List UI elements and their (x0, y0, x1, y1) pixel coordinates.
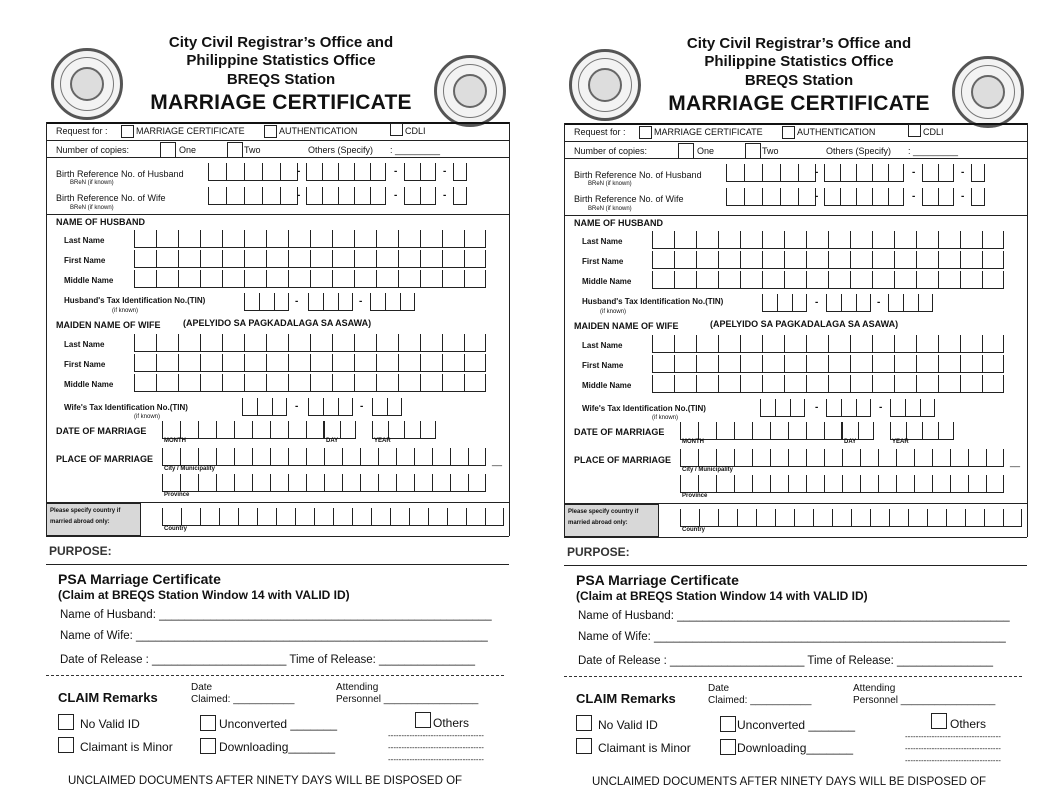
unconverted-checkbox[interactable] (720, 716, 736, 732)
wife-first-name-label: First Name (64, 360, 106, 369)
marriage-certificate-checkbox[interactable] (639, 126, 652, 139)
two-copies-label: Two (762, 146, 779, 156)
divider (46, 157, 509, 158)
date-claimed-label-1: Date (191, 682, 213, 693)
husband-heading: NAME OF HUSBAND (574, 218, 663, 228)
abroad-note-line-1: Please specify country if (50, 508, 121, 514)
city-municipality-label: City / Municipality (682, 467, 734, 473)
others-line-3[interactable]: ------------------------------------ (388, 755, 484, 764)
unconverted-checkbox[interactable] (200, 715, 216, 731)
bren-wife-boxes-4[interactable] (971, 188, 985, 206)
no-valid-id-checkbox[interactable] (58, 714, 74, 730)
stub-title: PSA Marriage Certificate (576, 572, 739, 588)
stub-husband-field[interactable]: Name of Husband: ____________________________________________________ (578, 610, 1010, 622)
two-copies-label: Two (244, 145, 261, 155)
wife-tin-sub: (if known) (134, 414, 161, 420)
separator-dash: - (815, 167, 819, 178)
divider (564, 215, 1027, 216)
husband-tin-boxes-2[interactable] (308, 293, 353, 311)
stub-husband-field[interactable]: Name of Husband: ____________________________________________________ (60, 609, 492, 621)
bren-wife-boxes[interactable] (208, 187, 301, 205)
others-copies-label: Others (Specify) (826, 146, 892, 156)
stub-title: PSA Marriage Certificate (58, 571, 221, 587)
others-copies-field[interactable]: : _________ (908, 146, 959, 156)
purpose-label: PURPOSE: (567, 545, 630, 559)
city-municipality-boxes[interactable] (162, 448, 486, 466)
abroad-note-line-2: married abroad only: (50, 519, 110, 525)
month-label: MONTH (164, 438, 186, 444)
cut-line (46, 675, 504, 676)
wife-tin-boxes-2[interactable] (308, 398, 353, 416)
separator-dash: - (879, 402, 883, 413)
others-remark-label: Others (433, 716, 470, 730)
separator-dash: - (443, 166, 447, 177)
date-claimed-label-1: Date (708, 683, 730, 694)
bren-husband-label: Birth Reference No. of Husband (56, 169, 184, 179)
date-of-marriage-label: DATE OF MARRIAGE (574, 427, 665, 437)
husband-tin-label: Husband's Tax Identification No.(TIN) (582, 297, 724, 306)
date-claimed-label-2[interactable]: Claimed: ___________ (708, 695, 812, 706)
form-title: MARRIAGE CERTIFICATE (150, 91, 412, 114)
right-border (509, 122, 510, 536)
divider (46, 564, 509, 565)
marriage-year-boxes[interactable] (890, 422, 954, 440)
claimant-minor-label: Claimant is Minor (80, 740, 173, 754)
husband-tin-boxes-3[interactable] (888, 294, 933, 312)
wife-last-name-boxes[interactable] (134, 334, 486, 352)
husband-middle-name-label: Middle Name (582, 277, 632, 286)
husband-tin-boxes-2[interactable] (826, 294, 871, 312)
bren-husband-boxes-4[interactable] (971, 164, 985, 182)
divider (564, 565, 1027, 566)
wife-last-name-label: Last Name (64, 340, 105, 349)
bren-husband-boxes-4[interactable] (453, 163, 467, 181)
date-claimed-label-2[interactable]: Claimed: ___________ (191, 694, 295, 705)
two-copies-checkbox[interactable] (745, 143, 761, 159)
form-title: MARRIAGE CERTIFICATE (668, 92, 930, 115)
separator-dash: - (297, 166, 301, 177)
request-label: Request for : (574, 127, 626, 137)
authentication-checkbox[interactable] (264, 125, 277, 138)
wife-last-name-label: Last Name (582, 341, 623, 350)
place-of-marriage-label: PLACE OF MARRIAGE (574, 455, 672, 465)
attending-label-1: Attending (853, 683, 896, 694)
downloading-label: Downloading_______ (737, 741, 854, 755)
one-copy-label: One (697, 146, 715, 156)
wife-tin-boxes[interactable] (242, 398, 287, 416)
unclaimed-notice: UNCLAIMED DOCUMENTS AFTER NINETY DAYS WILL BE DISPOSED OF (592, 776, 987, 788)
cdli-checkbox[interactable] (390, 123, 403, 136)
claim-remarks-title: CLAIM Remarks (58, 690, 158, 705)
header-line-2: Philippine Statistics Office (186, 52, 376, 69)
province-boxes[interactable] (680, 475, 1004, 493)
bren-wife-boxes[interactable] (726, 188, 819, 206)
bren-sub-label: BReN (if known) (588, 206, 632, 212)
left-border (564, 123, 565, 537)
attending-label-2[interactable]: Personnel _________________ (853, 695, 996, 706)
marriage-certificate-checkbox[interactable] (121, 125, 134, 138)
authentication-checkbox[interactable] (782, 126, 795, 139)
divider (564, 537, 1027, 538)
country-boxes[interactable] (680, 509, 1022, 527)
wife-tin-label: Wife's Tax Identification No.(TIN) (582, 404, 706, 413)
husband-first-name-label: First Name (64, 256, 106, 265)
separator-dash: - (815, 191, 819, 202)
separator-dash: - (961, 167, 965, 178)
attending-label-2[interactable]: Personnel _________________ (336, 694, 479, 705)
no-valid-id-label: No Valid ID (80, 717, 140, 731)
separator-dash: - (297, 190, 301, 201)
bren-wife-boxes-4[interactable] (453, 187, 467, 205)
separator-dash: - (295, 296, 299, 307)
bren-sub-label: BReN (if known) (70, 205, 114, 211)
husband-first-name-boxes[interactable] (652, 251, 1004, 269)
authentication-option: AUTHENTICATION (279, 126, 358, 136)
divider (564, 123, 1027, 125)
downloading-checkbox[interactable] (720, 739, 736, 755)
wife-tin-boxes-3[interactable] (372, 398, 402, 416)
wife-middle-name-boxes[interactable] (134, 374, 486, 392)
separator-dash: - (394, 166, 398, 177)
divider (564, 141, 1027, 142)
stub-release-field[interactable]: Date of Release : _____________________ Time of Release: _______________ (60, 654, 475, 666)
separator-dash: - (359, 296, 363, 307)
divider (46, 122, 509, 124)
separator-dash: - (961, 191, 965, 202)
stub-subtitle: (Claim at BREQS Station Window 14 with VALID ID) (576, 589, 868, 603)
husband-first-name-boxes[interactable] (134, 250, 486, 268)
cdli-option: CDLI (405, 126, 426, 136)
wife-first-name-boxes[interactable] (134, 354, 486, 372)
one-copy-checkbox[interactable] (160, 142, 176, 158)
separator-dash: - (360, 401, 364, 412)
cut-line (564, 676, 1022, 677)
wife-middle-name-boxes[interactable] (652, 375, 1004, 393)
others-line-2[interactable]: ------------------------------------ (905, 744, 1001, 753)
wife-first-name-label: First Name (582, 361, 624, 370)
husband-middle-name-boxes[interactable] (652, 271, 1004, 289)
bren-wife-label: Birth Reference No. of Wife (574, 194, 684, 204)
separator-dash: - (877, 297, 881, 308)
abroad-note-line-1: Please specify country if (568, 509, 639, 515)
stub-wife-field[interactable]: Name of Wife: _______________________________________________________ (60, 630, 488, 642)
divider (46, 536, 509, 537)
province-label: Province (164, 492, 190, 498)
day-label: DAY (326, 438, 339, 444)
bren-husband-boxes-2[interactable] (306, 163, 386, 181)
marriage-day-boxes[interactable] (842, 422, 874, 440)
authentication-option: AUTHENTICATION (797, 127, 876, 137)
others-line-2[interactable]: ------------------------------------ (388, 743, 484, 752)
copies-label: Number of copies: (574, 146, 648, 156)
bren-husband-label: Birth Reference No. of Husband (574, 170, 702, 180)
separator-dash: - (295, 401, 299, 412)
wife-last-name-boxes[interactable] (652, 335, 1004, 353)
month-label: MONTH (682, 439, 704, 445)
husband-middle-name-label: Middle Name (64, 276, 114, 285)
bren-husband-boxes-2[interactable] (824, 164, 904, 182)
husband-last-name-label: Last Name (64, 236, 105, 245)
husband-last-name-label: Last Name (582, 237, 623, 246)
stub-release-field[interactable]: Date of Release : _____________________ Time of Release: _______________ (578, 655, 993, 667)
one-copy-label: One (179, 145, 197, 155)
divider (564, 158, 1027, 159)
right-border (1027, 123, 1028, 537)
place-trailing-line: __ (492, 456, 503, 466)
bren-husband-boxes-3[interactable] (404, 163, 436, 181)
marriage-certificate-option: MARRIAGE CERTIFICATE (654, 127, 763, 137)
husband-tin-sub: (if known) (112, 308, 139, 314)
wife-tin-sub: (if known) (652, 415, 679, 421)
others-copies-field[interactable]: : _________ (390, 145, 441, 155)
separator-dash: - (394, 190, 398, 201)
no-valid-id-checkbox[interactable] (576, 715, 592, 731)
wife-heading: MAIDEN NAME OF WIFE (574, 321, 679, 331)
city-municipality-boxes[interactable] (680, 449, 1004, 467)
date-of-marriage-label: DATE OF MARRIAGE (56, 426, 147, 436)
wife-heading: MAIDEN NAME OF WIFE (56, 320, 161, 330)
form-copy-left (46, 0, 516, 803)
place-trailing-line: __ (1010, 457, 1021, 467)
bren-husband-boxes[interactable] (208, 163, 301, 181)
city-municipality-label: City / Municipality (164, 466, 216, 472)
husband-tin-boxes-3[interactable] (370, 293, 415, 311)
others-line-3[interactable]: ------------------------------------ (905, 756, 1001, 765)
abroad-note-line-2: married abroad only: (568, 520, 628, 526)
wife-middle-name-label: Middle Name (64, 380, 114, 389)
separator-dash: - (912, 167, 916, 178)
wife-middle-name-label: Middle Name (582, 381, 632, 390)
cdli-option: CDLI (923, 127, 944, 137)
marriage-month-boxes[interactable] (162, 421, 324, 439)
separator-dash: - (443, 190, 447, 201)
marriage-month-boxes[interactable] (680, 422, 842, 440)
others-remark-label: Others (950, 717, 987, 731)
header-line-1: City Civil Registrar’s Office and (168, 34, 394, 51)
downloading-label: Downloading_______ (219, 740, 336, 754)
bren-wife-boxes-2[interactable] (306, 187, 386, 205)
unconverted-label: Unconverted _______ (737, 718, 856, 732)
wife-tin-label: Wife's Tax Identification No.(TIN) (64, 403, 188, 412)
wife-heading-note: (APELYIDO SA PAGKADALAGA SA ASAWA) (710, 319, 899, 329)
country-boxes[interactable] (162, 508, 504, 526)
others-line-1[interactable]: ------------------------------------ (905, 732, 1001, 741)
husband-tin-sub: (if known) (600, 309, 627, 315)
wife-first-name-boxes[interactable] (652, 355, 1004, 373)
one-copy-checkbox[interactable] (678, 143, 694, 159)
stub-subtitle: (Claim at BREQS Station Window 14 with VALID ID) (58, 588, 350, 602)
divider (46, 214, 509, 215)
wife-tin-boxes-2[interactable] (826, 399, 871, 417)
copies-label: Number of copies: (56, 145, 130, 155)
others-remark-checkbox[interactable] (415, 712, 431, 728)
country-label: Country (682, 527, 705, 533)
claimant-minor-label: Claimant is Minor (598, 741, 691, 755)
year-label: YEAR (892, 439, 909, 445)
unclaimed-notice: UNCLAIMED DOCUMENTS AFTER NINETY DAYS WILL BE DISPOSED OF (68, 775, 463, 787)
bren-husband-boxes[interactable] (726, 164, 819, 182)
bren-wife-boxes-3[interactable] (404, 187, 436, 205)
husband-heading: NAME OF HUSBAND (56, 217, 145, 227)
bren-sub-label: BReN (if known) (70, 180, 114, 186)
downloading-checkbox[interactable] (200, 738, 216, 754)
province-label: Province (682, 493, 708, 499)
province-boxes[interactable] (162, 474, 486, 492)
separator-dash: - (912, 191, 916, 202)
others-copies-label: Others (Specify) (308, 145, 374, 155)
request-label: Request for : (56, 126, 108, 136)
bren-husband-boxes-3[interactable] (922, 164, 954, 182)
two-copies-checkbox[interactable] (227, 142, 243, 158)
separator-dash: - (815, 402, 819, 413)
year-label: YEAR (374, 438, 391, 444)
marriage-certificate-option: MARRIAGE CERTIFICATE (136, 126, 245, 136)
cdli-checkbox[interactable] (908, 124, 921, 137)
day-label: DAY (844, 439, 857, 445)
header-line-1: City Civil Registrar’s Office and (686, 35, 912, 52)
form-copy-right (564, 0, 1034, 803)
country-label: Country (164, 526, 187, 532)
claimant-minor-checkbox[interactable] (58, 737, 74, 753)
husband-tin-label: Husband's Tax Identification No.(TIN) (64, 296, 206, 305)
attending-label-1: Attending (336, 682, 379, 693)
husband-first-name-label: First Name (582, 257, 624, 266)
wife-tin-boxes[interactable] (760, 399, 805, 417)
husband-tin-boxes[interactable] (762, 294, 807, 312)
bren-wife-boxes-3[interactable] (922, 188, 954, 206)
wife-tin-boxes-3[interactable] (890, 399, 935, 417)
others-line-1[interactable]: ------------------------------------ (388, 731, 484, 740)
claim-remarks-title: CLAIM Remarks (576, 691, 676, 706)
no-valid-id-label: No Valid ID (598, 718, 658, 732)
bren-wife-label: Birth Reference No. of Wife (56, 193, 166, 203)
place-of-marriage-label: PLACE OF MARRIAGE (56, 454, 154, 464)
bren-sub-label: BReN (if known) (588, 181, 632, 187)
separator-dash: - (815, 297, 819, 308)
others-remark-checkbox[interactable] (931, 713, 947, 729)
husband-middle-name-boxes[interactable] (134, 270, 486, 288)
wife-heading-note: (APELYIDO SA PAGKADALAGA SA ASAWA) (183, 318, 372, 328)
header-line-3: BREQS Station (744, 72, 854, 89)
purpose-label: PURPOSE: (49, 544, 112, 558)
stub-wife-field[interactable]: Name of Wife: _______________________________________________________ (578, 631, 1006, 643)
header-line-3: BREQS Station (226, 71, 336, 88)
husband-last-name-boxes[interactable] (134, 230, 486, 248)
divider (46, 140, 509, 141)
unconverted-label: Unconverted _______ (219, 717, 338, 731)
husband-last-name-boxes[interactable] (652, 231, 1004, 249)
bren-wife-boxes-2[interactable] (824, 188, 904, 206)
marriage-day-boxes[interactable] (324, 421, 356, 439)
header-line-2: Philippine Statistics Office (704, 53, 894, 70)
left-border (46, 122, 47, 536)
claimant-minor-checkbox[interactable] (576, 738, 592, 754)
marriage-year-boxes[interactable] (372, 421, 436, 439)
husband-tin-boxes[interactable] (244, 293, 289, 311)
